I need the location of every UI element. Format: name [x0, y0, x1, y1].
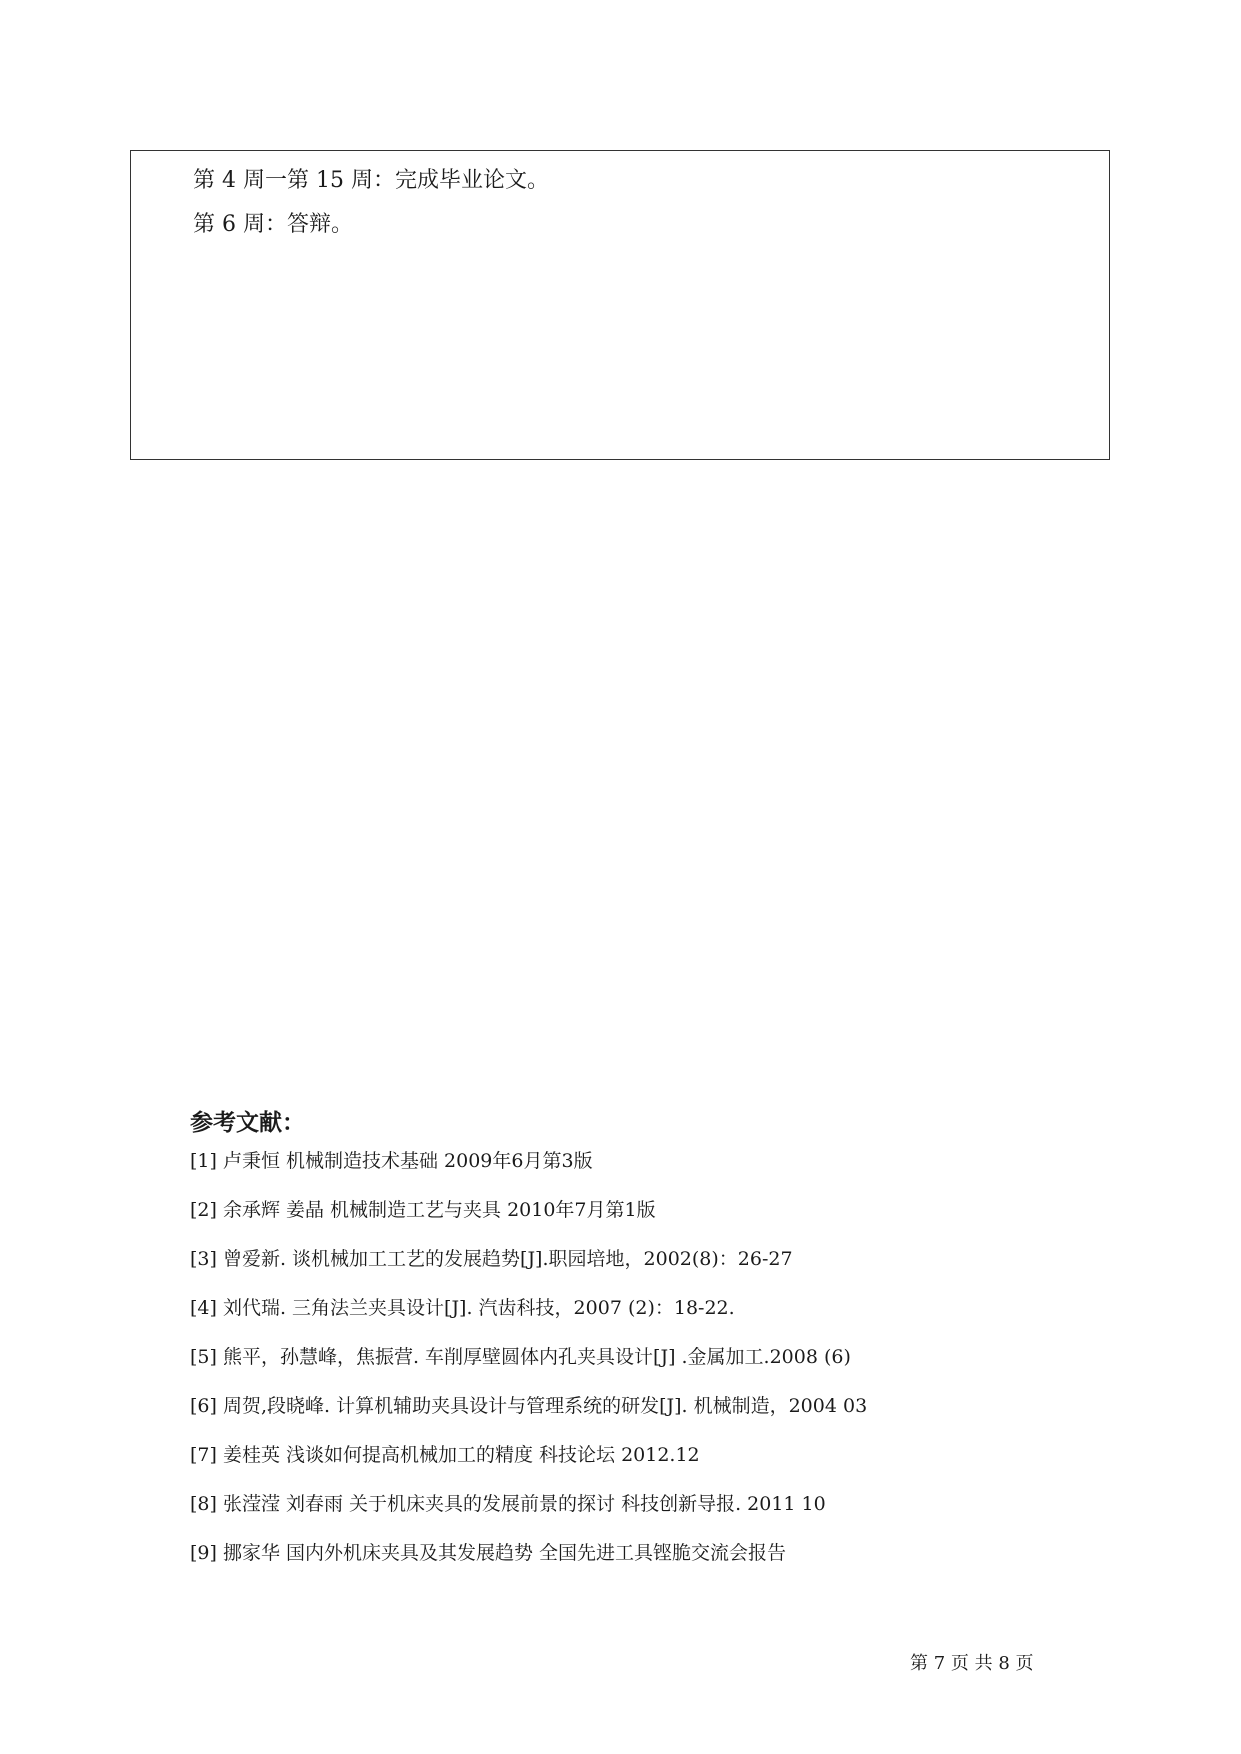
- reference-item: [7] 姜桂英 浅谈如何提高机械加工的精度 科技论坛 2012.12: [190, 1444, 700, 1466]
- reference-item: [1] 卢秉恒 机械制造技术基础 2009年6月第3版: [190, 1150, 593, 1172]
- reference-item: [8] 张滢滢 刘春雨 关于机床夹具的发展前景的探讨 科技创新导报. 2011 10: [190, 1493, 826, 1515]
- reference-item: [6] 周贺,段晓峰. 计算机辅助夹具设计与管理系统的研发[J]. 机械制造，2004 03: [190, 1395, 868, 1417]
- reference-item: [2] 余承辉 姜晶 机械制造工艺与夹具 2010年7月第1版: [190, 1199, 656, 1221]
- references-title: 参考文献：: [190, 1110, 305, 1136]
- schedule-box: [130, 150, 1110, 460]
- reference-item: [4] 刘代瑞. 三角法兰夹具设计[J]. 汽齿科技，2007 (2)：18-22.: [190, 1297, 735, 1319]
- reference-item: [9] 挪家华 国内外机床夹具及其发展趋势 全国先进工具铿脆交流会报告: [190, 1542, 787, 1564]
- reference-item: [5] 熊平，孙慧峰，焦振营. 车削厚壁圆体内孔夹具设计[J] .金属加工.2008 (6): [190, 1346, 851, 1368]
- page-number-footer: 第 7 页 共 8 页: [910, 1653, 1034, 1674]
- reference-item: [3] 曾爱新. 谈机械加工工艺的发展趋势[J].职园培地，2002(8)：26-27: [190, 1248, 793, 1270]
- schedule-line: 第 4 周一第 15 周：完成毕业论文。: [193, 168, 549, 193]
- reference-list: [190, 1148, 1090, 1566]
- schedule-line: 第 6 周：答辩。: [193, 212, 353, 237]
- references-section: [190, 1108, 1090, 1589]
